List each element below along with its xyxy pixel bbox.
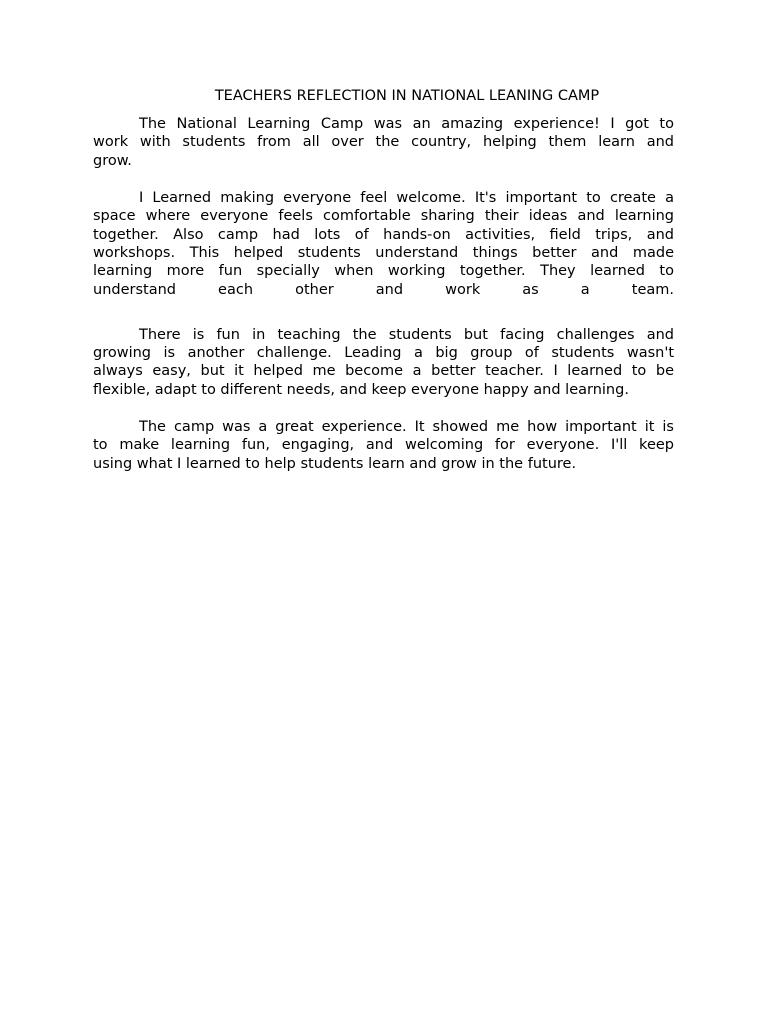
document-title: TEACHERS REFLECTION IN NATIONAL LEANING CAMP bbox=[214, 88, 600, 104]
paragraph-line: to make learning fun, engaging, and welcoming for everyone. I'll keep bbox=[93, 437, 674, 454]
paragraph-3 bbox=[93, 326, 674, 400]
paragraph-line: learning more fun specially when working together. They learned to bbox=[93, 263, 674, 280]
paragraph-line: work with students from all over the country, helping them learn and bbox=[93, 134, 674, 151]
paragraph-2 bbox=[93, 189, 674, 299]
paragraph-line: The camp was a great experience. It showed me how important it is bbox=[139, 418, 674, 435]
document-body bbox=[93, 115, 674, 473]
paragraph-line: understand each other and work as a team. bbox=[93, 281, 674, 298]
paragraph-line: The National Learning Camp was an amazing experience! I got to bbox=[139, 116, 674, 132]
paragraph-line: together. Also camp had lots of hands-on activities, field trips, and bbox=[93, 226, 674, 243]
paragraph-line: There is fun in teaching the students but facing challenges and bbox=[139, 326, 674, 343]
paragraph-line: flexible, adapt to different needs, and keep everyone happy and learning. bbox=[93, 381, 629, 398]
paragraph-line: growing is another challenge. Leading a big group of students wasn't bbox=[93, 345, 674, 362]
paragraph-line: using what I learned to help students learn and grow in the future. bbox=[93, 455, 577, 472]
paragraph-4 bbox=[93, 418, 674, 473]
paragraph-line: grow. bbox=[93, 152, 132, 169]
paragraph-line: always easy, but it helped me become a better teacher. I learned to be bbox=[93, 363, 674, 380]
paragraph-line: workshops. This helped students understand things better and made bbox=[93, 244, 674, 261]
paragraph-1 bbox=[93, 115, 674, 170]
paragraph-line: space where everyone feels comfortable sharing their ideas and learning bbox=[93, 208, 674, 225]
paragraph-line: I Learned making everyone feel welcome. It's important to create a bbox=[139, 189, 674, 206]
